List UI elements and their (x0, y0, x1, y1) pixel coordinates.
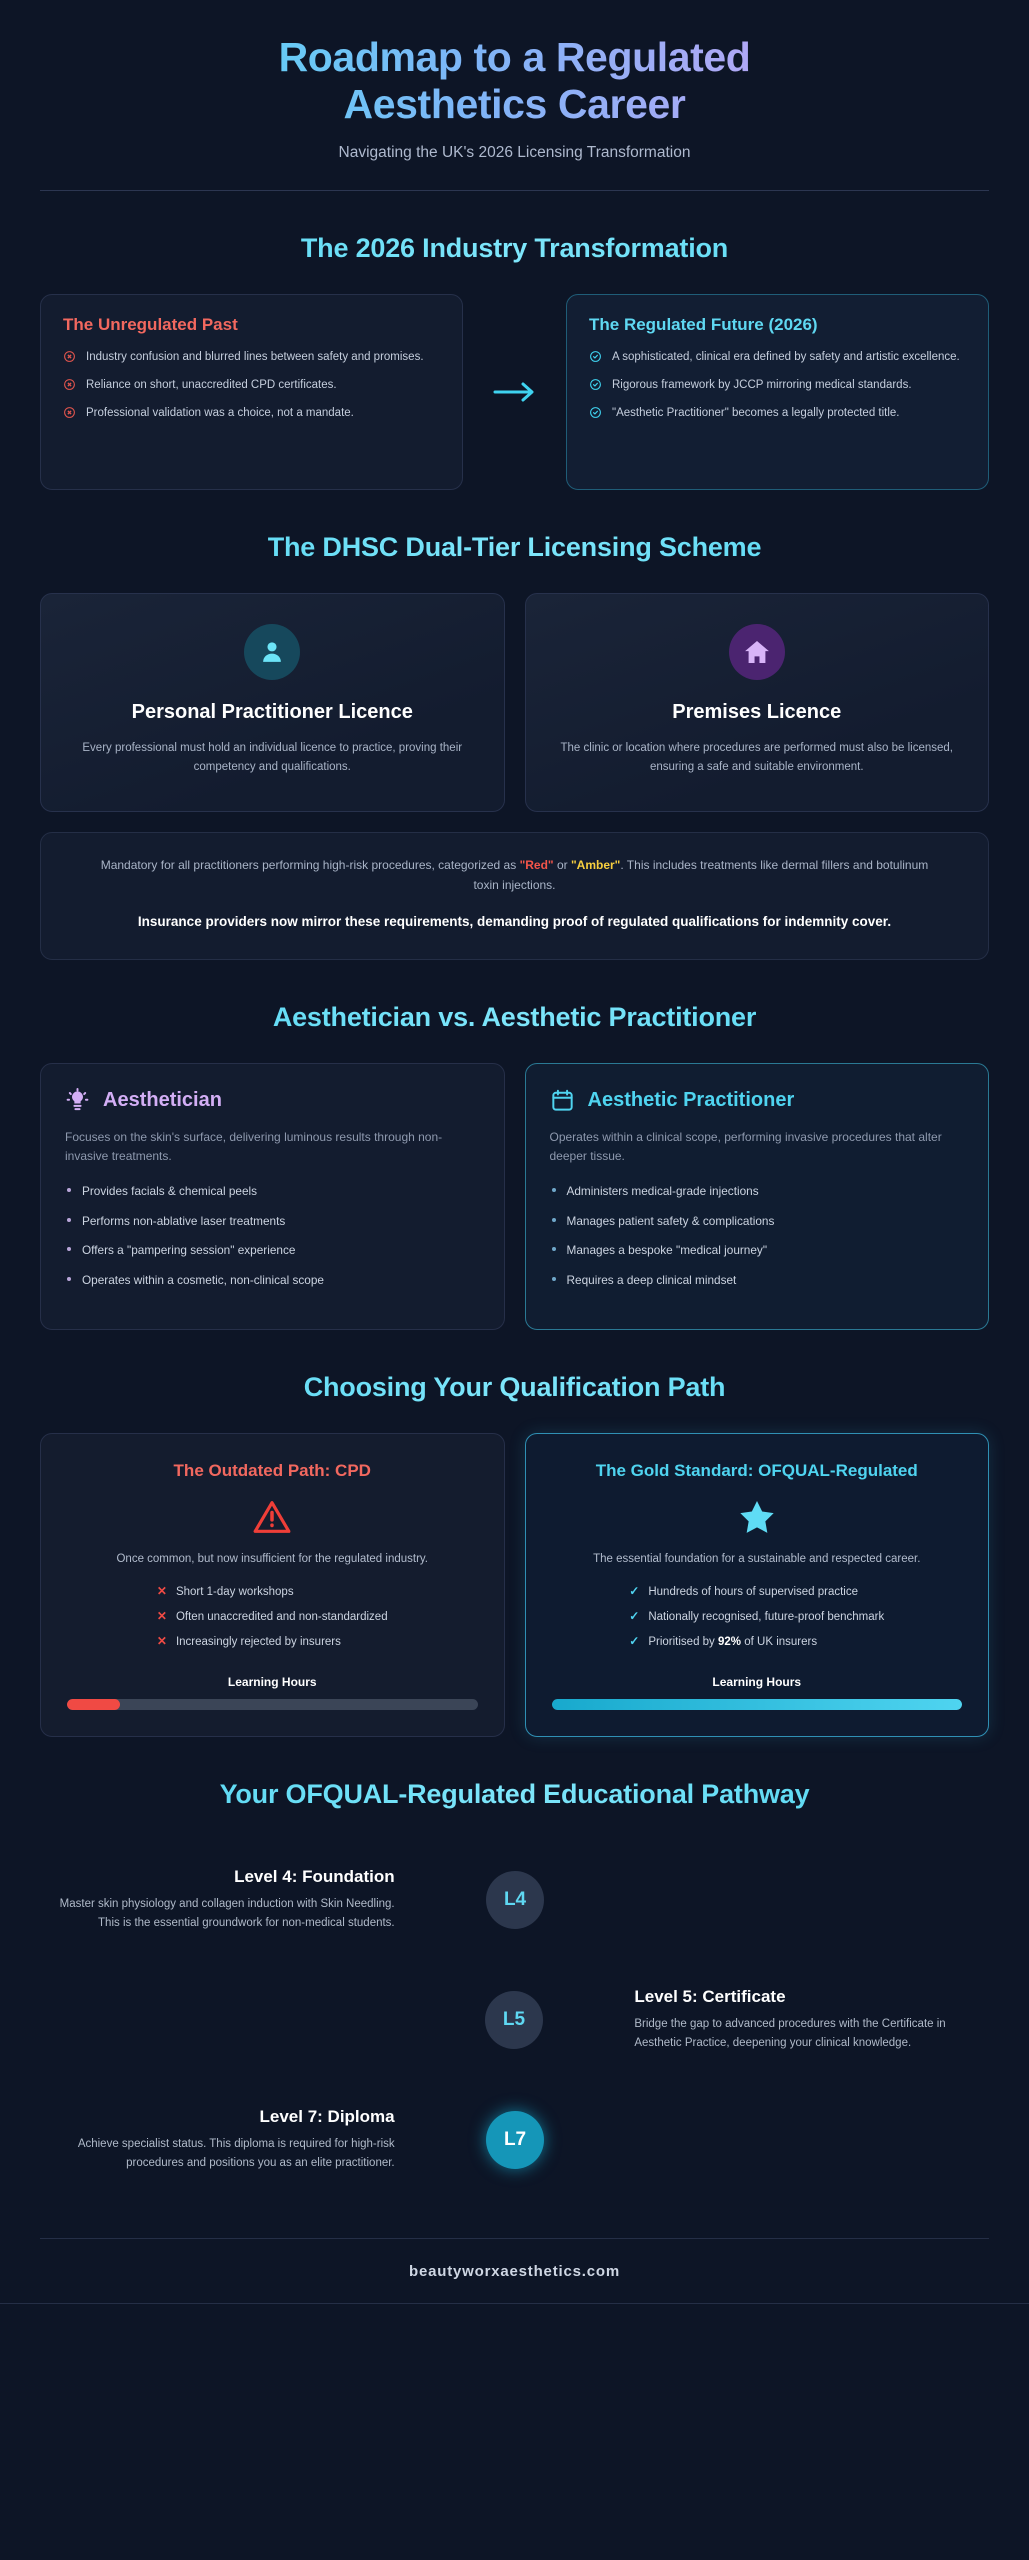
transformation-future-col (566, 294, 989, 490)
section-title-transformation: The 2026 Industry Transformation (40, 233, 989, 264)
section-title-comparison: Aesthetician vs. Aesthetic Practitioner (40, 1002, 989, 1033)
list-item: Manages patient safety & complications (550, 1213, 965, 1230)
ofqual-list-wrap (552, 1584, 963, 1659)
list-item (589, 377, 966, 394)
section-title-qualification: Choosing Your Qualification Path (40, 1372, 989, 1403)
pathway-node-wrap (420, 1991, 609, 2049)
pathway-node-wrap (421, 1871, 610, 1929)
list-item-text: Rigorous framework by JCCP mirroring medical standards. (612, 379, 912, 392)
pathway-step-text (608, 1987, 989, 2053)
x-circle-icon (63, 378, 76, 391)
note-pre: Mandatory for all practitioners performing high-risk procedures, categorized as (100, 857, 520, 872)
ofqual-meter-wrap (552, 1659, 963, 1710)
aesthetician-card (40, 1063, 505, 1330)
note-red-category: "Red" (519, 857, 554, 872)
premises-licence-heading: Premises Licence (672, 701, 842, 724)
aesthetician-list (65, 1183, 480, 1288)
transformation-row (40, 294, 989, 490)
text-pre: Prioritised by (648, 1636, 719, 1649)
pathway-step-heading: Level 7: Diploma (259, 2107, 395, 2127)
text-pre: Hundreds of hours of supervised practice (648, 1586, 859, 1599)
aesthetician-header (65, 1088, 480, 1113)
regulated-future-list (589, 349, 966, 422)
x-circle-icon (63, 406, 76, 419)
list-item (63, 405, 440, 422)
aesthetic-practitioner-lede: Operates within a clinical scope, performing invasive procedures that alter deeper tissue. (549, 1130, 942, 1163)
page-title-line-2: Aesthetics Career (343, 81, 686, 128)
note-post: . This includes treatments like dermal fillers and botulinum toxin injections. (473, 857, 929, 892)
list-item (629, 1584, 884, 1598)
ofqual-progress-bar (552, 1699, 963, 1710)
ofqual-heading: The Gold Standard: OFQUAL-Regulated (595, 1461, 918, 1481)
list-item (629, 1609, 884, 1623)
insurer-percentage: 92% (718, 1636, 742, 1649)
aesthetician-lede: Focuses on the skin's surface, delivering luminous results through non-invasive treatments. (65, 1130, 443, 1163)
text-pre: Nationally recognised, future-proof benchmark (648, 1611, 885, 1624)
text-post: of UK insurers (741, 1636, 818, 1649)
licensing-note-box (40, 832, 989, 961)
ofqual-progress-fill (552, 1699, 963, 1710)
list-item (63, 349, 440, 366)
pathway-step-text (40, 2107, 421, 2173)
list-item: Requires a deep clinical mindset (550, 1272, 965, 1289)
premises-licence-card (525, 593, 990, 811)
list-item-text (648, 1611, 884, 1623)
cpd-progress-fill (67, 1699, 120, 1710)
hero-header (40, 0, 989, 162)
pathway-step-l4 (40, 1840, 989, 1960)
pathway-list (40, 1840, 989, 2200)
check-circle-icon (589, 406, 602, 419)
cpd-path-card (40, 1433, 505, 1737)
list-item (589, 405, 966, 422)
unregulated-past-card (40, 294, 463, 490)
aesthetic-practitioner-list (550, 1183, 965, 1288)
list-item-text (648, 1586, 858, 1598)
section-title-pathway: Your OFQUAL-Regulated Educational Pathway (40, 1779, 989, 1810)
regulated-future-heading: The Regulated Future (2026) (589, 315, 818, 335)
cpd-list-wrap (67, 1584, 478, 1659)
pathway-node-wrap (421, 2111, 610, 2169)
cpd-list (157, 1584, 388, 1659)
note-amber-category: "Amber" (570, 857, 621, 872)
cpd-meter-wrap (67, 1659, 478, 1710)
list-item-text: Increasingly rejected by insurers (175, 1636, 341, 1649)
list-item-text: Industry confusion and blurred lines between safety and promises. (86, 351, 424, 364)
ofqual-lede: The essential foundation for a sustainable and respected career. (593, 1552, 921, 1565)
pathway-step-heading: Level 4: Foundation (234, 1867, 395, 1887)
transformation-past-col (40, 294, 463, 490)
footer-site: beautyworxaesthetics.com (409, 2262, 620, 2280)
aesthetic-practitioner-header (550, 1088, 965, 1113)
footer-bottom-edge (0, 2303, 1029, 2304)
pathway-step-text (40, 1867, 421, 1933)
x-circle-icon (63, 350, 76, 363)
check-circle-icon (589, 350, 602, 363)
licensing-note-bold: Insurance providers now mirror these requirements, demanding proof of regulated qualifications for indemnity cover. (137, 914, 892, 930)
pathway-node-l5: L5 (485, 1991, 543, 2049)
pathway-node-l4: L4 (486, 1871, 544, 1929)
personal-practitioner-licence-card (40, 593, 505, 811)
licensing-note-text (87, 855, 942, 896)
check-marker: ✓ (629, 1634, 640, 1649)
header-divider (40, 190, 989, 191)
list-item (157, 1634, 388, 1648)
section-title-licensing: The DHSC Dual-Tier Licensing Scheme (40, 532, 989, 563)
person-icon (244, 624, 300, 680)
ofqual-list (629, 1584, 884, 1659)
list-item (63, 377, 440, 394)
list-item-text: Short 1-day workshops (175, 1586, 294, 1599)
cpd-lede: Once common, but now insufficient for the regulated industry. (116, 1552, 429, 1565)
check-marker: ✓ (629, 1584, 640, 1599)
lightbulb-icon (65, 1088, 90, 1113)
home-icon-glyph (743, 638, 771, 666)
aesthetic-practitioner-card (525, 1063, 990, 1330)
star-icon (552, 1497, 963, 1537)
list-item: Offers a "pampering session" experience (65, 1242, 480, 1259)
list-item-text: Professional validation was a choice, not a mandate. (86, 407, 354, 420)
star-icon-glyph (737, 1497, 777, 1537)
comparison-row (40, 1063, 989, 1330)
qualification-row (40, 1433, 989, 1737)
clipboard-calendar-icon (550, 1088, 575, 1113)
unregulated-past-heading: The Unregulated Past (63, 315, 238, 335)
list-item (589, 349, 966, 366)
personal-practitioner-licence-body: Every professional must hold an individual licence to practice, proving their competency and qualifications. (82, 742, 463, 773)
aesthetic-practitioner-heading: Aesthetic Practitioner (587, 1089, 795, 1112)
list-item-text: Often unaccredited and non-standardized (175, 1611, 388, 1624)
list-item: Manages a bespoke "medical journey" (550, 1242, 965, 1259)
list-item (157, 1609, 388, 1623)
list-item-text: Reliance on short, unaccredited CPD certificates. (86, 379, 337, 392)
list-item (629, 1634, 884, 1648)
aesthetician-heading: Aesthetician (103, 1089, 222, 1112)
cpd-progress-bar (67, 1699, 478, 1710)
regulated-future-card (566, 294, 989, 490)
list-item: Performs non-ablative laser treatments (65, 1213, 480, 1230)
pathway-step-l7 (40, 2080, 989, 2200)
list-item-text (648, 1636, 817, 1648)
arrow-right-icon (493, 380, 537, 404)
page-title-line-1: Roadmap to a Regulated (278, 34, 751, 80)
ofqual-meter-label: Learning Hours (712, 1675, 802, 1690)
person-icon-glyph (258, 638, 286, 666)
list-item: Provides facials & chemical peels (65, 1183, 480, 1200)
personal-practitioner-licence-heading: Personal Practitioner Licence (131, 701, 413, 724)
pathway-step-body: Bridge the gap to advanced procedures with the Certificate in Aesthetic Practice, deepening your clinical knowledge. (634, 2018, 946, 2050)
cpd-heading: The Outdated Path: CPD (173, 1461, 371, 1481)
cross-marker: ✕ (156, 1584, 167, 1599)
pathway-node-l7: L7 (486, 2111, 544, 2169)
pathway-step-heading: Level 5: Certificate (634, 1987, 786, 2007)
check-marker: ✓ (629, 1609, 640, 1624)
pathway-step-body: Master skin physiology and collagen induction with Skin Needling. This is the essential groundwork for non-medical students. (59, 1898, 395, 1930)
page-title (165, 34, 865, 128)
note-mid: or (553, 857, 571, 872)
list-item-text: "Aesthetic Practitioner" becomes a legally protected title. (612, 407, 900, 420)
list-item (157, 1584, 388, 1598)
ofqual-path-card (525, 1433, 990, 1737)
warning-triangle-icon (67, 1497, 478, 1537)
list-item: Administers medical-grade injections (550, 1183, 965, 1200)
cross-marker: ✕ (156, 1634, 167, 1649)
pathway-step-body: Achieve specialist status. This diploma is required for high-risk procedures and positions you as an elite practitioner. (77, 2138, 395, 2170)
premises-licence-body: The clinic or location where procedures are performed must also be licensed, ensuring a safe and suitable environment. (560, 742, 953, 773)
footer (0, 2239, 1029, 2303)
check-circle-icon (589, 378, 602, 391)
unregulated-past-list (63, 349, 440, 422)
list-item-text: A sophisticated, clinical era defined by safety and artistic excellence. (612, 351, 960, 364)
licence-tier-row (40, 593, 989, 811)
page-subtitle: Navigating the UK's 2026 Licensing Transformation (338, 144, 691, 162)
transformation-arrow (463, 380, 566, 404)
list-item: Operates within a cosmetic, non-clinical scope (65, 1272, 480, 1289)
cpd-meter-label: Learning Hours (227, 1675, 317, 1690)
pathway-step-l5 (40, 1960, 989, 2080)
home-icon (729, 624, 785, 680)
cross-marker: ✕ (156, 1609, 167, 1624)
